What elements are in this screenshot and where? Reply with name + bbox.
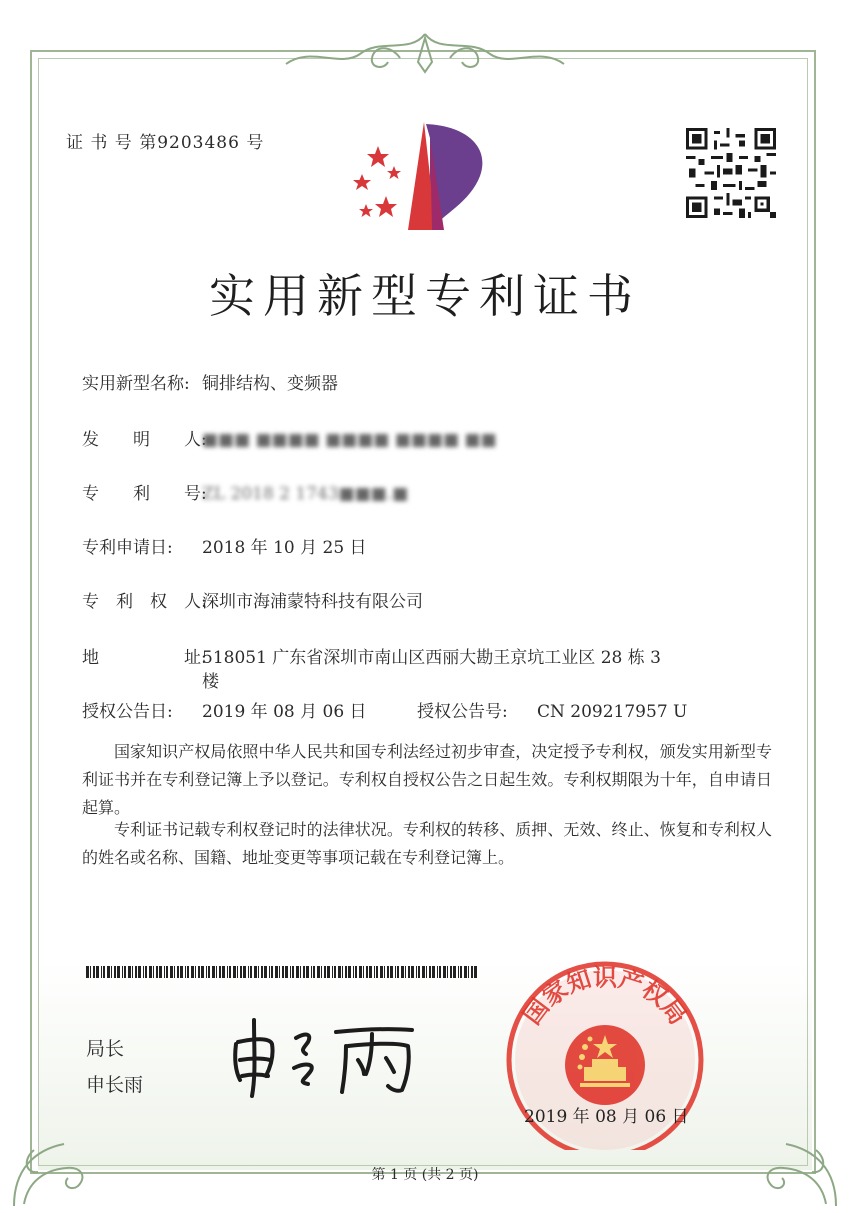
field-publication-no-value: CN 209217957 U <box>537 702 688 722</box>
certificate-number <box>66 128 264 153</box>
sipo-logo-icon <box>348 118 498 233</box>
paragraph-1: 国家知识产权局依照中华人民共和国专利法经过初步审查，决定授予专利权，颁发实用新型专利证书并在专利登记簿上予以登记。专利权自授权公告之日起生效。专利权期限为十年，自申请日起算。 <box>82 742 772 817</box>
field-application-date-label: 专利申请日: <box>82 538 173 558</box>
field-patent-no <box>82 482 409 506</box>
seal-date: 2019 年 08 月 06 日 <box>524 1107 689 1127</box>
certificate-number-value: 9203486 <box>157 133 240 153</box>
director-signature-icon <box>226 1010 426 1100</box>
field-patent-no-label: 专 利 号: <box>82 484 207 504</box>
field-patentee-label: 专 利 权 人: <box>82 592 207 612</box>
field-publication-no-label: 授权公告号: <box>417 702 508 722</box>
field-inventor <box>82 428 497 452</box>
paragraph-2: 专利证书记载专利权登记时的法律状况。专利权的转移、质押、无效、终止、恢复和专利权人的姓名或名称、国籍、地址变更等事项记载在专利登记簿上。 <box>82 820 772 867</box>
field-patent-no-value: ZL 2018 2 1743■■■.■ <box>202 484 409 504</box>
field-inventor-value: ■■■ ■■■■ ■■■■ ■■■■ ■■ <box>202 430 497 450</box>
field-name-label: 实用新型名称: <box>82 374 190 394</box>
field-grant-date-label: 授权公告日: <box>82 702 173 722</box>
director-name: 申长雨 <box>86 1074 144 1096</box>
qr-code-icon <box>686 128 776 218</box>
field-application-date <box>82 536 367 560</box>
field-address-value: 518051 广东省深圳市南山区西丽大勘王京坑工业区 28 栋 3 楼 <box>202 648 661 692</box>
field-patentee <box>82 590 423 614</box>
field-name-value: 铜排结构、变频器 <box>202 374 338 394</box>
field-address-label: 地 址: <box>82 648 207 668</box>
barcode-icon <box>86 966 478 978</box>
field-name <box>82 372 338 396</box>
field-grant <box>82 700 782 724</box>
certificate-number-label: 证 书 号 第 <box>66 133 158 153</box>
field-application-date-value: 2018 年 10 月 25 日 <box>202 538 367 558</box>
page-footer: 第 1 页 (共 2 页) <box>371 1167 479 1183</box>
field-address <box>82 646 661 692</box>
field-patentee-value: 深圳市海浦蒙特科技有限公司 <box>202 592 423 612</box>
field-inventor-label: 发 明 人: <box>82 430 207 450</box>
certificate-title: 实用新型专利证书 <box>209 269 641 323</box>
director-title: 局长 <box>86 1038 125 1060</box>
top-ornament-icon <box>280 28 570 76</box>
certificate-number-suffix: 号 <box>246 133 265 153</box>
field-grant-date-value: 2019 年 08 月 06 日 <box>202 702 367 722</box>
seal-text: 国家知识产权局 <box>517 963 693 1030</box>
